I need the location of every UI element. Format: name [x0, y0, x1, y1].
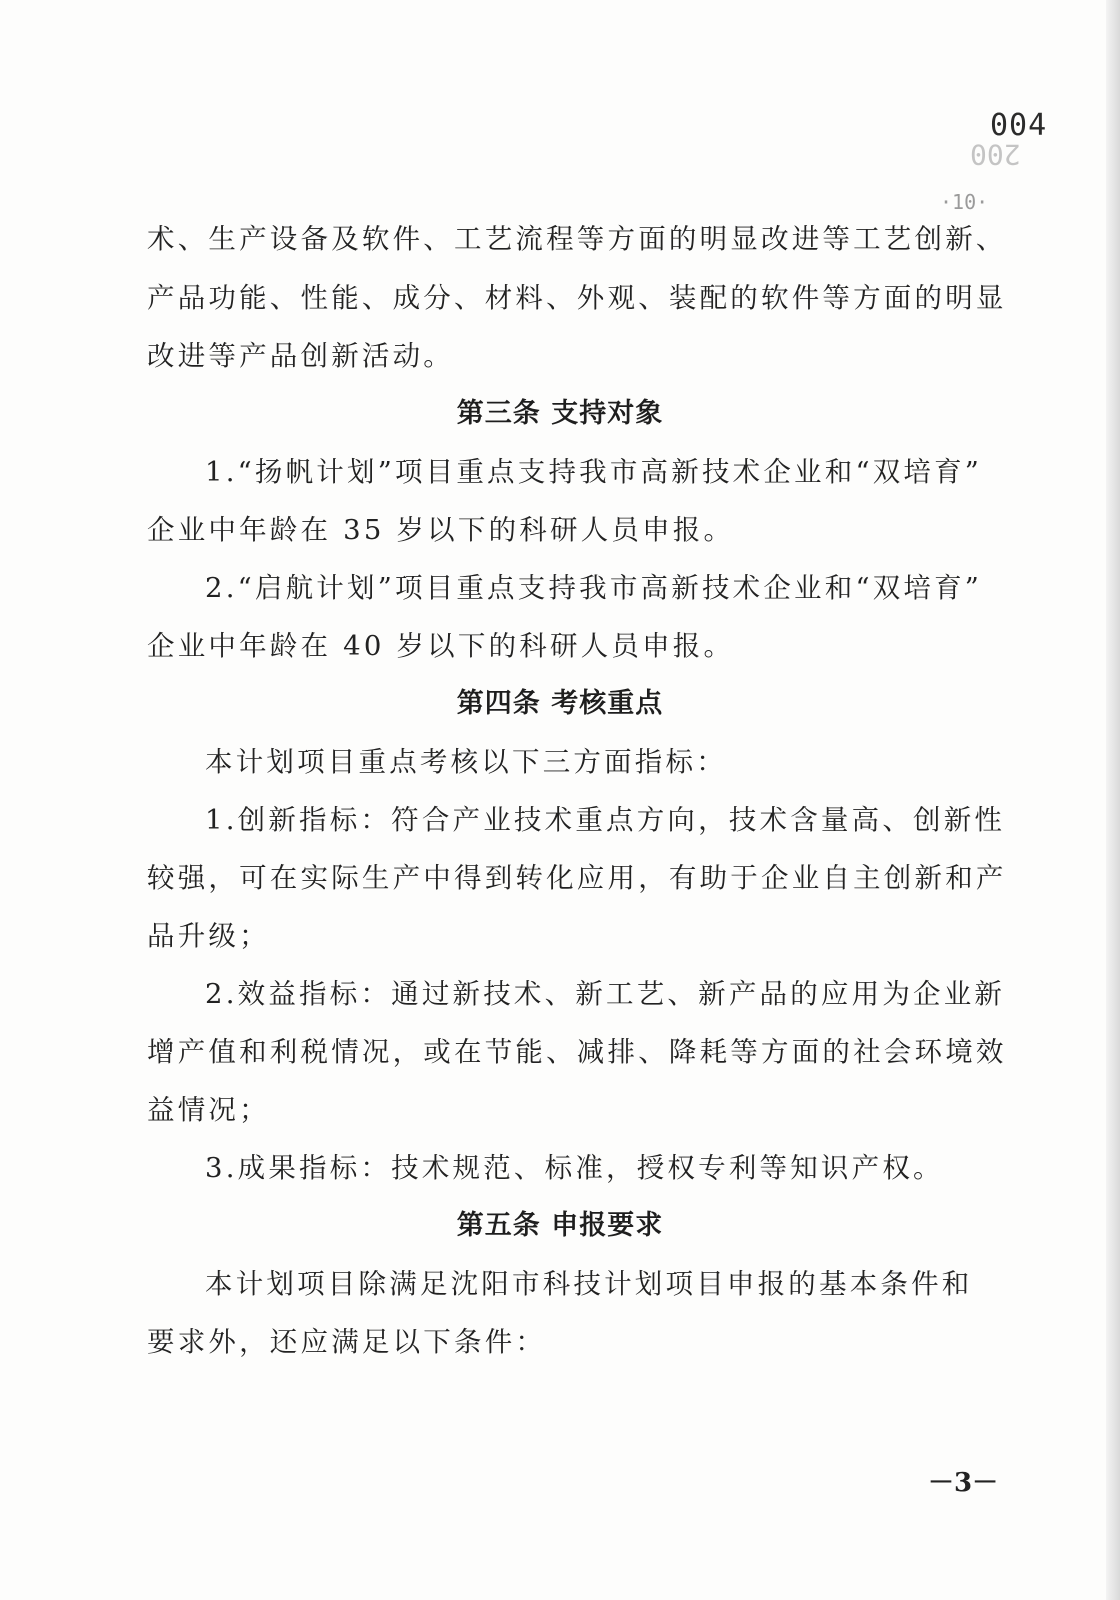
paragraph-line: 增产值和利税情况，或在节能、减排、降耗等方面的社会环境效	[147, 1036, 1007, 1068]
paragraph-line: 品升级；	[147, 920, 270, 952]
section-heading-article-3: 第三条 支持对象	[456, 398, 664, 429]
paragraph-line: 改进等产品创新活动。	[147, 340, 454, 372]
paragraph-line: 企业中年龄在 35 岁以下的科研人员申报。	[147, 514, 735, 546]
paragraph-line: 1.创新指标：符合产业技术重点方向，技术含量高、创新性	[205, 804, 1006, 836]
section-heading-article-4: 第四条 考核重点	[456, 688, 664, 719]
paragraph-line: 1.“扬帆计划”项目重点支持我市高新技术企业和“双培育”	[205, 456, 983, 488]
paragraph-line: 术、生产设备及软件、工艺流程等方面的明显改进等工艺创新、	[147, 223, 1007, 255]
paragraph-line: 产品功能、性能、成分、材料、外观、装配的软件等方面的明显	[147, 282, 1007, 314]
archive-stamp-ghost-number: 200	[970, 138, 1021, 171]
paragraph-line: 益情况；	[147, 1094, 270, 1126]
section-heading-article-5: 第五条 申报要求	[456, 1210, 664, 1241]
archive-stamp-number: 004	[990, 108, 1048, 143]
paragraph-line: 本计划项目重点考核以下三方面指标：	[205, 746, 727, 778]
paragraph-line: 较强，可在实际生产中得到转化应用，有助于企业自主创新和产	[147, 862, 1007, 894]
paragraph-line: 2.效益指标：通过新技术、新工艺、新产品的应用为企业新	[205, 978, 1006, 1010]
archive-stamp-mark: ·10·	[940, 190, 989, 214]
page-number: －3－	[928, 1468, 999, 1498]
paragraph-line: 3.成果指标：技术规范、标准，授权专利等知识产权。	[205, 1152, 944, 1184]
paragraph-line: 要求外，还应满足以下条件：	[147, 1326, 547, 1358]
paragraph-line: 企业中年龄在 40 岁以下的科研人员申报。	[147, 630, 735, 662]
paragraph-line: 2.“启航计划”项目重点支持我市高新技术企业和“双培育”	[205, 572, 983, 604]
page-edge-shadow	[1106, 0, 1120, 1600]
paragraph-line: 本计划项目除满足沈阳市科技计划项目申报的基本条件和	[205, 1268, 973, 1300]
